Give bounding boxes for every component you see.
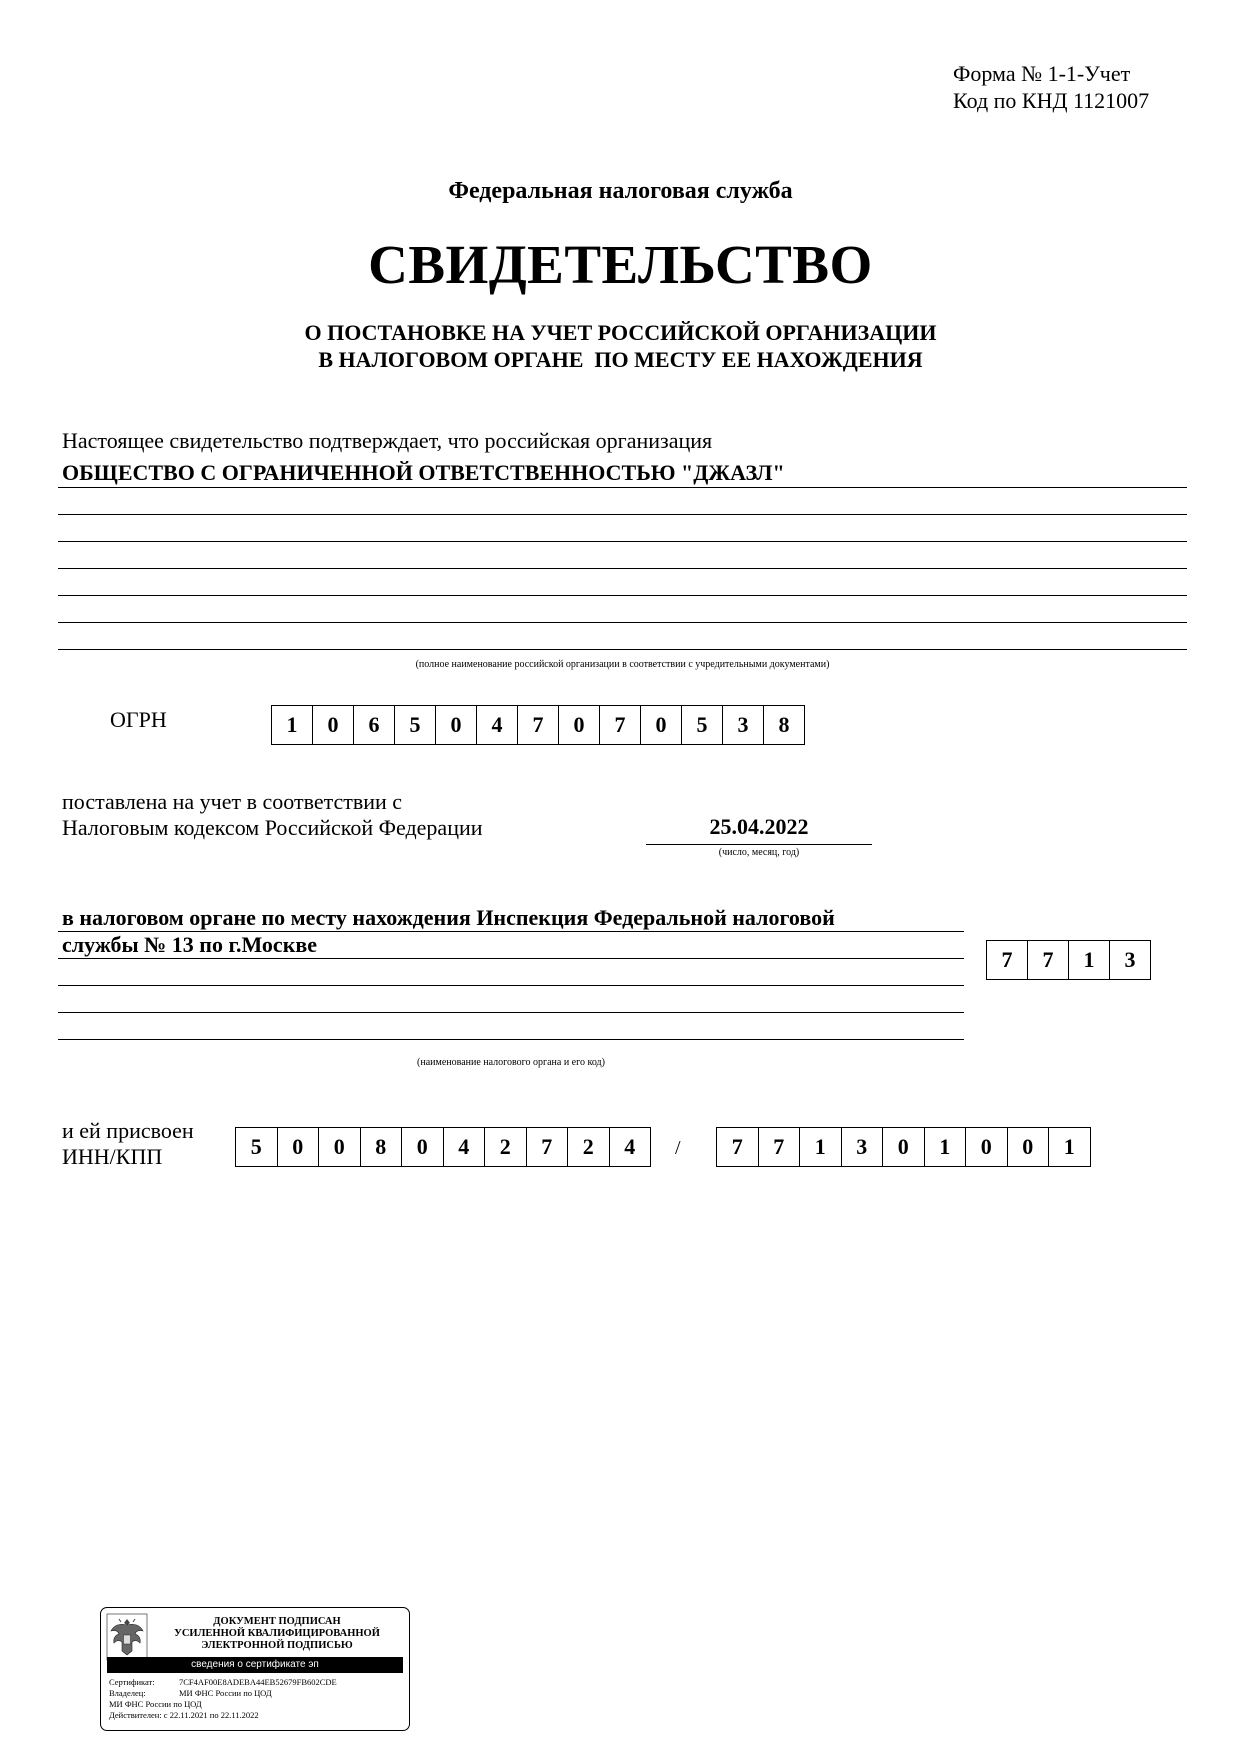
inn-digit-box: 0: [402, 1128, 444, 1166]
assigned-line-1: и ей присвоен: [62, 1118, 194, 1143]
registered-line-2: Налоговым кодексом Российской Федерации: [62, 815, 483, 840]
ogrn-digit-box: 5: [395, 706, 436, 744]
stamp-heading-line-3: ЭЛЕКТРОННОЙ ПОДПИСЬЮ: [201, 1640, 353, 1651]
stamp-heading-line-2: УСИЛЕННОЙ КВАЛИФИЦИРОВАННОЙ: [174, 1628, 380, 1639]
form-identifiers: [953, 60, 1149, 114]
certificate-label: Сертификат:: [109, 1677, 155, 1687]
document-title: СВИДЕТЕЛЬСТВО: [368, 234, 873, 295]
tax-authority-code-digit-box: 1: [1069, 941, 1110, 979]
tax-authority-code-boxes: [986, 940, 1151, 980]
organization-name: ОБЩЕСТВО С ОГРАНИЧЕННОЙ ОТВЕТСТВЕННОСТЬЮ "ДЖАЗЛ": [62, 460, 785, 485]
tax-authority-line-1: в налоговом органе по месту нахождения Инспекция Федеральной налоговой: [62, 905, 835, 930]
certificate-value: 7CF4AF00E8ADEBA44EB52679FB602CDE: [179, 1677, 337, 1687]
registration-date: 25.04.2022: [709, 814, 809, 839]
organization-line-1: [58, 487, 1187, 488]
kpp-digit-box: 7: [759, 1128, 801, 1166]
tax-authority-underline-2: [58, 958, 964, 959]
kpp-digit-box: 0: [1008, 1128, 1050, 1166]
ogrn-digit-box: 4: [477, 706, 518, 744]
registered-line-1: поставлена на учет в соответствии с: [62, 789, 403, 814]
inn-digit-box: 0: [319, 1128, 361, 1166]
kpp-digit-box: 1: [800, 1128, 842, 1166]
organization-line-4: [58, 568, 1187, 569]
date-caption: (число, месяц, год): [718, 847, 800, 858]
assigned-line-2: ИНН/КПП: [62, 1144, 163, 1169]
tax-authority-code-digit-box: 3: [1110, 941, 1151, 979]
inn-digit-box: 5: [236, 1128, 278, 1166]
inn-digit-box: 4: [610, 1128, 652, 1166]
stamp-certificate-bar: сведения о сертификате эп: [107, 1657, 403, 1673]
stamp-heading: [151, 1616, 403, 1652]
inn-boxes: [235, 1127, 651, 1167]
tax-authority-underline-5: [58, 1039, 964, 1040]
ogrn-digit-box: 0: [313, 706, 354, 744]
tax-authority-code-digit-box: 7: [1028, 941, 1069, 979]
ogrn-digit-box: 0: [641, 706, 682, 744]
kpp-boxes: [716, 1127, 1091, 1167]
stamp-details: [109, 1677, 337, 1721]
kpp-digit-box: 0: [883, 1128, 925, 1166]
owner-value: МИ ФНС России по ЦОД: [179, 1688, 272, 1698]
ogrn-digit-box: 0: [559, 706, 600, 744]
subtitle-line-2: В НАЛОГОВОМ ОРГАНЕ ПО МЕСТУ ЕЕ НАХОЖДЕНИЯ: [318, 347, 923, 372]
inn-digit-box: 8: [361, 1128, 403, 1166]
ogrn-label: ОГРН: [110, 707, 167, 732]
intro-text: Настоящее свидетельство подтверждает, что российская организация: [62, 428, 713, 453]
tax-authority-underline-3: [58, 985, 964, 986]
inn-digit-box: 0: [278, 1128, 320, 1166]
tax-authority-underline-4: [58, 1012, 964, 1013]
tax-authority-caption: (наименование налогового органа и его код): [417, 1057, 605, 1068]
document-subtitle: [0, 319, 1241, 373]
tax-authority-code-digit-box: 7: [987, 941, 1028, 979]
inn-digit-box: 4: [444, 1128, 486, 1166]
ogrn-digit-box: 3: [723, 706, 764, 744]
ogrn-digit-box: 0: [436, 706, 477, 744]
stamp-heading-line-1: ДОКУМЕНТ ПОДПИСАН: [213, 1616, 341, 1627]
kpp-digit-box: 1: [1049, 1128, 1091, 1166]
subtitle-line-1: О ПОСТАНОВКЕ НА УЧЕТ РОССИЙСКОЙ ОРГАНИЗАЦИИ: [304, 320, 937, 345]
inn-kpp-separator: /: [675, 1137, 681, 1159]
russian-coat-of-arms-icon: [106, 1613, 148, 1661]
tax-authority-line-2: службы № 13 по г.Москве: [62, 932, 318, 957]
kpp-digit-box: 1: [925, 1128, 967, 1166]
ogrn-digit-box: 7: [600, 706, 641, 744]
inn-digit-box: 2: [485, 1128, 527, 1166]
ogrn-digit-box: 6: [354, 706, 395, 744]
agency-name: Федеральная налоговая служба: [448, 178, 793, 204]
ogrn-digit-box: 7: [518, 706, 559, 744]
date-line: [646, 844, 872, 845]
ogrn-digit-box: 8: [764, 706, 805, 744]
organization-line-6: [58, 622, 1187, 623]
organization-caption: (полное наименование российской организации в соответствии с учредительными документами): [415, 659, 830, 670]
validity: Действителен: с 22.11.2021 по 22.11.2022: [109, 1710, 259, 1720]
kpp-digit-box: 0: [966, 1128, 1008, 1166]
ogrn-digit-box: 1: [272, 706, 313, 744]
organization-line-5: [58, 595, 1187, 596]
organization-line-2: [58, 514, 1187, 515]
inn-digit-box: 7: [527, 1128, 569, 1166]
ogrn-digit-box: 5: [682, 706, 723, 744]
inn-digit-box: 2: [568, 1128, 610, 1166]
ogrn-boxes: [271, 705, 805, 745]
owner-label: Владелец:: [109, 1688, 146, 1698]
organization-line-7: [58, 649, 1187, 650]
issuer: МИ ФНС России по ЦОД: [109, 1699, 202, 1709]
form-number: Форма № 1-1-Учет: [953, 61, 1131, 86]
kpp-digit-box: 3: [842, 1128, 884, 1166]
kpp-digit-box: 7: [717, 1128, 759, 1166]
signature-stamp: [100, 1607, 410, 1731]
knd-code: Код по КНД 1121007: [953, 88, 1150, 113]
organization-line-3: [58, 541, 1187, 542]
